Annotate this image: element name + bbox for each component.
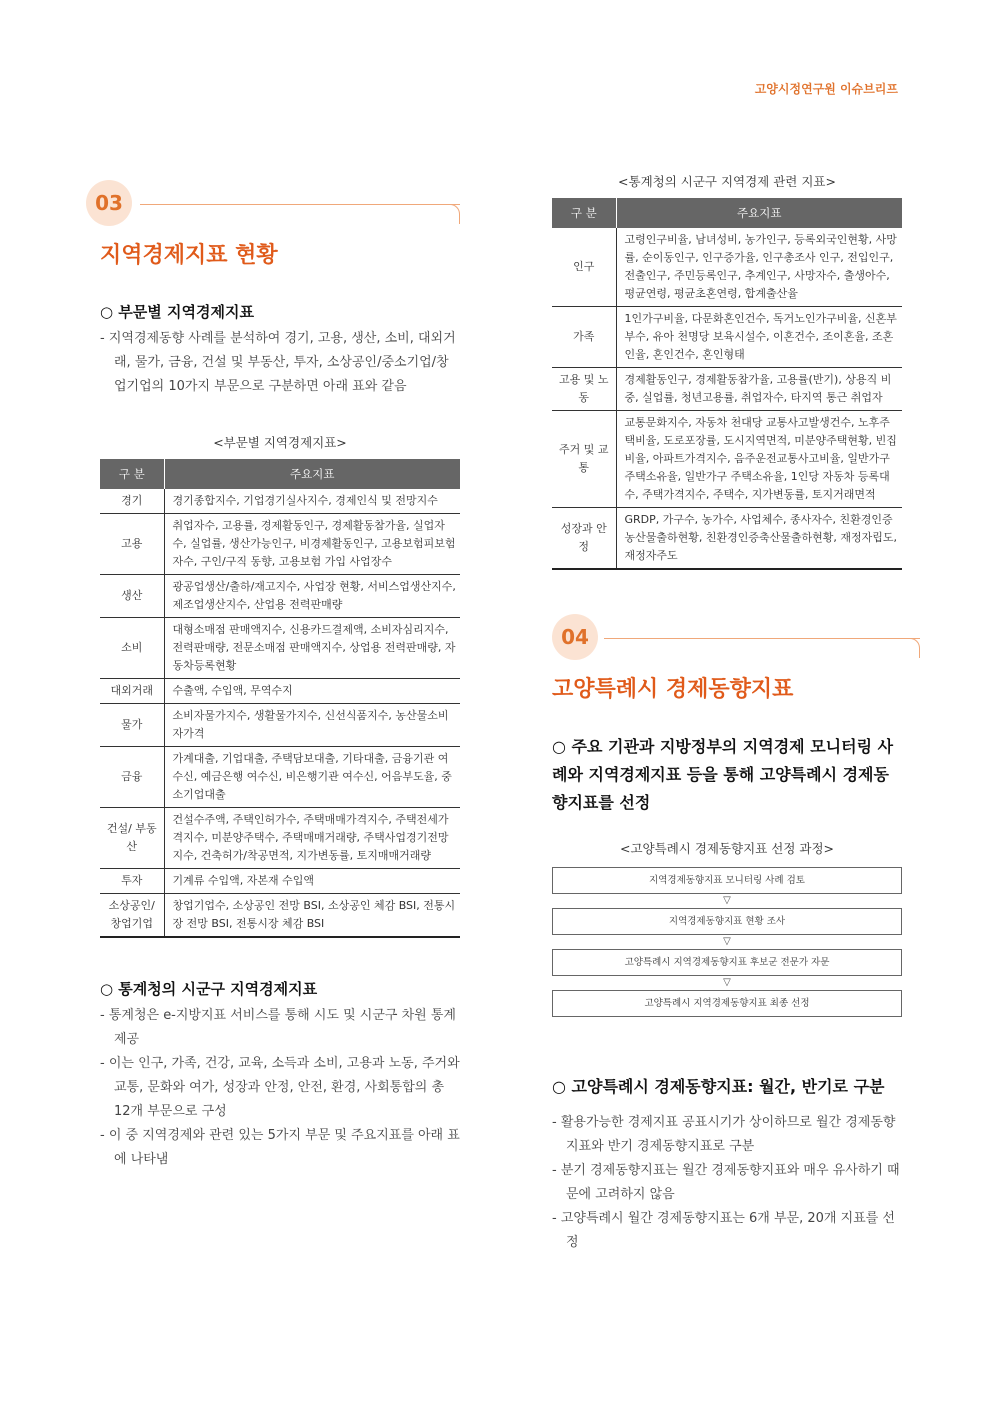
table-cell-category: 금융 (100, 747, 164, 808)
flow-step: 고양특례시 지역경제동향지표 최종 선정 (552, 990, 902, 1017)
table-cell-indicators: 기계류 수입액, 자본재 수입액 (164, 869, 460, 894)
column-header: 구 분 (100, 459, 164, 489)
down-arrow-icon: ▽ (723, 977, 731, 988)
table-cell-category: 대외거래 (100, 679, 164, 704)
table-cell-category: 고용 및 노동 (552, 368, 616, 411)
table-caption: <통계청의 시군구 지역경제 관련 지표> (618, 174, 836, 189)
section-number-badge: 04 (552, 614, 598, 660)
table-row (552, 368, 902, 411)
table-row (100, 489, 460, 514)
bullet-heading: ○ 주요 기관과 지방정부의 지역경제 모니터링 사례와 지역경제지표 등을 통해 고양특례시 경제동향지표를 선정 (552, 737, 894, 812)
bullet-text: - 통계청은 e-지방지표 서비스를 통해 시도 및 시군구 차원 통계 제공 (100, 1008, 456, 1047)
table-cell-category: 생산 (100, 575, 164, 618)
table-row (552, 307, 902, 368)
table-cell-category: 소상공인/ 창업기업 (100, 894, 164, 938)
regional-economy-indicator-table (552, 198, 902, 570)
table-cell-indicators: 창업기업수, 소상공인 전망 BSI, 소상공인 체감 BSI, 전통시장 전망 BSI, 전통시장 체감 BSI (164, 894, 460, 938)
table-row (100, 808, 460, 869)
bullet-heading: ○ 고양특례시 경제동향지표: 월간, 반기로 구분 (552, 1077, 885, 1096)
bullet-text: - 이는 인구, 가족, 건강, 교육, 소득과 소비, 고용과 노동, 주거와 교통, 문화와 여가, 성장과 안정, 안전, 환경, 사회통합의 총 12개 부문으로 구성 (100, 1056, 460, 1119)
table-cell-category: 고용 (100, 514, 164, 575)
section-divider (604, 638, 920, 639)
table-cell-indicators: GRDP, 가구수, 농가수, 사업체수, 종사자수, 친환경인증농산물출하현황, 친환경인증축산물출하현황, 재정자립도, 재정자주도 (616, 508, 902, 570)
section-number-badge: 03 (86, 180, 132, 226)
table-cell-category: 성장과 안정 (552, 508, 616, 570)
selection-process-flow (552, 867, 902, 1017)
table-cell-category: 투자 (100, 869, 164, 894)
table-row (100, 747, 460, 808)
table-cell-indicators: 건설수주액, 주택인허가수, 주택매매가격지수, 주택전세가격지수, 미분양주택수, 주택매매거래량, 주택사업경기전망지수, 건축허가/착공면적, 지가변동률, 토지매매거래량 (164, 808, 460, 869)
flow-caption: <고양특례시 경제동향지표 선정 과정> (620, 841, 834, 856)
table-cell-indicators: 1인가구비율, 다문화혼인건수, 독거노인가구비율, 신혼부부수, 유아 천명당 보육시설수, 이혼건수, 조이혼율, 조혼인율, 혼인건수, 혼인형태 (616, 307, 902, 368)
section-title: 지역경제지표 현황 (100, 243, 278, 268)
table-cell-indicators: 취업자수, 고용률, 경제활동인구, 경제활동참가율, 실업자수, 실업률, 생산가능인구, 비경제활동인구, 고용보험피보험자수, 구인/구직 동향, 고용보험 가입 사업장수 (164, 514, 460, 575)
section-title: 고양특례시 경제동향지표 (552, 677, 794, 702)
flow-step: 지역경제동향지표 현황 조사 (552, 908, 902, 935)
section-divider-end (450, 204, 460, 224)
bullet-text: - 분기 경제동향지표는 월간 경제동향지표와 매우 유사하기 때문에 고려하지 않음 (552, 1163, 900, 1202)
bullet-heading: ○ 부문별 지역경제지표 (100, 303, 254, 321)
table-cell-indicators: 수출액, 수입액, 무역수지 (164, 679, 460, 704)
table-row (552, 411, 902, 508)
sector-indicator-table (100, 459, 460, 938)
table-caption: <부문별 지역경제지표> (213, 435, 347, 450)
column-header: 주요지표 (164, 459, 460, 489)
bullet-text: - 고양특례시 월간 경제동향지표는 6개 부문, 20개 지표를 선정 (552, 1211, 895, 1250)
left-column (95, 180, 460, 1172)
flow-step: 고양특례시 지역경제동향지표 후보군 전문가 자문 (552, 949, 902, 976)
table-cell-indicators: 경기종합지수, 기업경기실사지수, 경제인식 및 전망지수 (164, 489, 460, 514)
section-03-header (95, 180, 460, 230)
header-brand: 고양시정연구원 이슈브리프 (754, 82, 898, 96)
column-header: 주요지표 (616, 198, 902, 228)
table-row (100, 679, 460, 704)
bullet-text: - 지역경제동향 사례를 분석하여 경기, 고용, 생산, 소비, 대외거래, 물가, 금융, 건설 및 부동산, 투자, 소상공인/중소기업/창업기업의 10가지 부문으로 구분하면 아래 표와 같음 (100, 331, 456, 394)
section-divider-end (910, 638, 920, 658)
table-cell-category: 주거 및 교통 (552, 411, 616, 508)
table-row (100, 618, 460, 679)
down-arrow-icon: ▽ (723, 895, 731, 906)
section-04-header (552, 614, 902, 664)
table-row (100, 869, 460, 894)
table-row (100, 514, 460, 575)
table-row (100, 894, 460, 938)
table-cell-category: 경기 (100, 489, 164, 514)
bullet-text: - 활용가능한 경제지표 공표시기가 상이하므로 월간 경제동향지표와 반기 경제동향지표로 구분 (552, 1115, 896, 1154)
flow-step: 지역경제동향지표 모니터링 사례 검토 (552, 867, 902, 894)
table-row (100, 704, 460, 747)
table-cell-indicators: 가계대출, 기업대출, 주택담보대출, 기타대출, 금융기관 여수신, 예금은행 여수신, 비은행기관 여수신, 어음부도율, 중소기업대출 (164, 747, 460, 808)
column-header: 구 분 (552, 198, 616, 228)
down-arrow-icon: ▽ (723, 936, 731, 947)
table-row (552, 228, 902, 307)
table-cell-category: 소비 (100, 618, 164, 679)
table-row (100, 575, 460, 618)
table-cell-indicators: 대형소매점 판매액지수, 신용카드결제액, 소비자심리지수, 전력판매량, 전문소매점 판매액지수, 상업용 전력판매량, 자동차등록현황 (164, 618, 460, 679)
table-cell-category: 물가 (100, 704, 164, 747)
section-divider (140, 204, 460, 205)
bullet-text: - 이 중 지역경제와 관련 있는 5가지 부문 및 주요지표를 아래 표에 나타냄 (100, 1128, 460, 1167)
table-cell-indicators: 소비자물가지수, 생활물가지수, 신선식품지수, 농산물소비자가격 (164, 704, 460, 747)
table-cell-category: 가족 (552, 307, 616, 368)
bullet-heading: ○ 통계청의 시군구 지역경제지표 (100, 980, 318, 998)
table-cell-category: 건설/ 부동산 (100, 808, 164, 869)
table-row (552, 508, 902, 570)
table-cell-category: 인구 (552, 228, 616, 307)
table-cell-indicators: 광공업생산/출하/재고지수, 사업장 현황, 서비스업생산지수, 제조업생산지수, 산업용 전력판매량 (164, 575, 460, 618)
right-column (552, 170, 902, 1255)
table-cell-indicators: 고령인구비율, 남녀성비, 농가인구, 등록외국인현황, 사망률, 순이동인구, 인구증가율, 인구총조사 인구, 전입인구, 전출인구, 주민등록인구, 추계인구, 사망자수, 출생아수, 평균연령, 평균초혼연령, 합계출산율 (616, 228, 902, 307)
table-cell-indicators: 경제활동인구, 경제활동참가율, 고용률(반기), 상용직 비중, 실업률, 청년고용률, 취업자수, 타지역 통근 취업자 (616, 368, 902, 411)
table-cell-indicators: 교통문화지수, 자동차 천대당 교통사고발생건수, 노후주택비율, 도로포장률, 도시지역면적, 미분양주택현황, 빈집비율, 아파트가격지수, 음주운전교통사고비율, 일반가구 주택소유율, 일반가구 주택소유율, 1인당 자동차 등록대수, 주택가격지수, 주택수, 지가변동률, 토지거래면적 (616, 411, 902, 508)
